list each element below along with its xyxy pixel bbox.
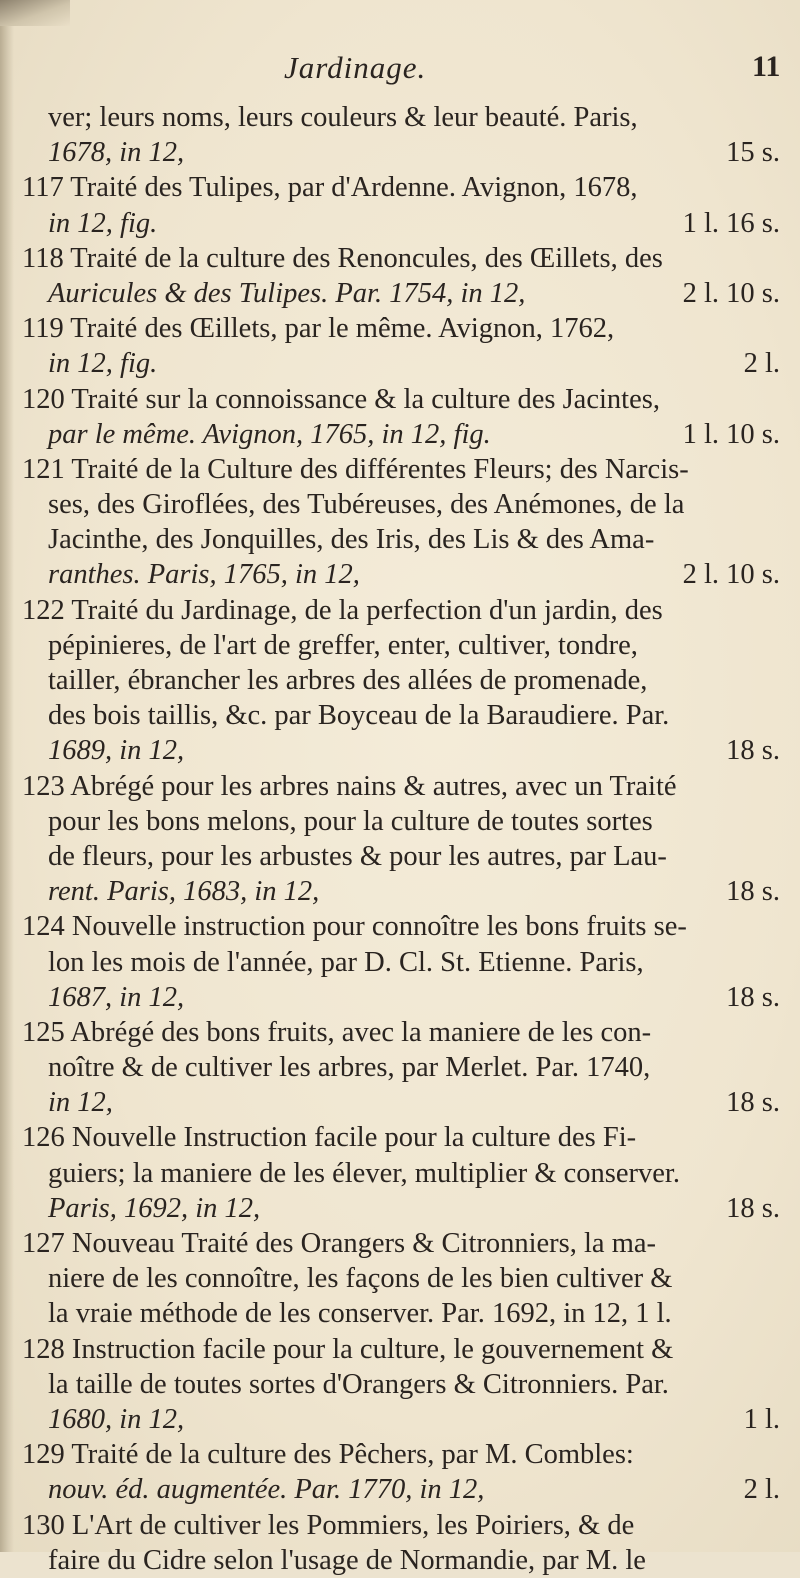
page-number: 11 bbox=[752, 50, 781, 83]
page-corner-fold bbox=[0, 0, 70, 26]
entry-imprint-line bbox=[22, 733, 788, 768]
entry-imprint: par le même. Avignon, 1765, in 12, fig. bbox=[48, 418, 491, 450]
entry-price: 1 l. bbox=[743, 1403, 780, 1435]
page-gutter-shadow bbox=[0, 0, 14, 1552]
entry-text: 117 Traité des Tulipes, par d'Ardenne. Avignon, 1678, bbox=[22, 172, 638, 204]
entry-continuation-line bbox=[22, 945, 788, 980]
entry-price: 15 s. bbox=[726, 137, 780, 169]
entry-continuation-line bbox=[22, 663, 788, 698]
entry-imprint-line bbox=[22, 135, 788, 170]
entry-text: 122 Traité du Jardinage, de la perfection d'un jardin, des bbox=[22, 594, 663, 626]
entry-first-line bbox=[22, 452, 788, 487]
entry-text: 119 Traité des Œillets, par le même. Avignon, 1762, bbox=[22, 313, 615, 345]
entry-price: 18 s. bbox=[726, 1192, 780, 1224]
entry-text: 130 L'Art de cultiver les Pommiers, les Poiriers, & de bbox=[22, 1509, 635, 1541]
entry-continuation-line bbox=[22, 804, 788, 839]
entry-continuation-line bbox=[22, 628, 788, 663]
entry-text: la taille de toutes sortes d'Orangers & Citronniers. Par. bbox=[48, 1368, 669, 1400]
entry-first-line bbox=[22, 241, 788, 276]
entry-first-line bbox=[22, 382, 788, 417]
entry-continuation-line bbox=[22, 1367, 788, 1402]
entry-price: 18 s. bbox=[726, 876, 780, 908]
entry-price: 1 l. 10 s. bbox=[682, 418, 780, 450]
entry-continuation-line bbox=[22, 839, 788, 874]
entry-text: 124 Nouvelle instruction pour connoître les bons fruits se- bbox=[22, 911, 687, 943]
entry-imprint-line bbox=[22, 417, 788, 452]
entry-text: ver; leurs noms, leurs couleurs & leur beauté. Paris, bbox=[48, 102, 638, 133]
entry-continuation-line bbox=[22, 1156, 788, 1191]
catalogue-entries bbox=[22, 100, 788, 1578]
entry-price: 18 s. bbox=[726, 1087, 780, 1119]
entry-text: la vraie méthode de les conserver. Par. 1692, in 12, 1 l. bbox=[48, 1298, 672, 1330]
entry-text: 118 Traité de la culture des Renoncules, des Œillets, des bbox=[22, 242, 663, 274]
entry-imprint: Auricules & des Tulipes. Par. 1754, in 12, bbox=[48, 277, 526, 309]
entry-text: noître & de cultiver les arbres, par Merlet. Par. 1740, bbox=[48, 1052, 651, 1084]
entry-text: tailler, ébrancher les arbres des allées de promenade, bbox=[48, 665, 648, 696]
entry-price: 18 s. bbox=[726, 981, 780, 1013]
entry-imprint-line bbox=[22, 206, 788, 241]
entry-imprint-line bbox=[22, 874, 788, 909]
entry-continuation-line bbox=[22, 1296, 788, 1331]
entry-imprint: 1689, in 12, bbox=[48, 735, 185, 767]
entry-text: lon les mois de l'année, par D. Cl. St. Etienne. Paris, bbox=[48, 946, 644, 978]
entry-imprint: in 12, bbox=[48, 1087, 113, 1119]
entry-text: des bois taillis, &c. par Boyceau de la Baraudiere. Par. bbox=[48, 700, 670, 732]
entry-text: 120 Traité sur la connoissance & la culture des Jacintes, bbox=[22, 383, 660, 415]
entry-imprint: 1680, in 12, bbox=[48, 1403, 185, 1435]
entry-text: guiers; la maniere de les élever, multiplier & conserver. bbox=[48, 1157, 680, 1189]
entry-price: 2 l. bbox=[743, 1474, 780, 1506]
entry-imprint: in 12, fig. bbox=[48, 348, 158, 380]
entry-text: Jacinthe, des Jonquilles, des Iris, des Lis & des Ama- bbox=[48, 524, 655, 556]
entry-imprint-line bbox=[22, 1085, 788, 1120]
entry-continuation-line bbox=[22, 1050, 788, 1085]
entry-imprint: rent. Paris, 1683, in 12, bbox=[48, 876, 320, 908]
entry-first-line bbox=[22, 1437, 788, 1472]
entry-first-line bbox=[22, 1508, 788, 1543]
entry-text: 129 Traité de la culture des Pêchers, par M. Combles: bbox=[22, 1439, 634, 1471]
entry-continuation-line bbox=[22, 1543, 788, 1578]
entry-text: de fleurs, pour les arbustes & pour les autres, par Lau- bbox=[48, 840, 667, 872]
entry-imprint: ranthes. Paris, 1765, in 12, bbox=[48, 559, 360, 591]
running-title: Jardinage. bbox=[284, 50, 427, 85]
entry-text: 126 Nouvelle Instruction facile pour la culture des Fi- bbox=[22, 1122, 637, 1154]
entry-text: ses, des Giroflées, des Tubéreuses, des Anémones, de la bbox=[48, 489, 685, 521]
entry-text: pour les bons melons, pour la culture de toutes sortes bbox=[48, 805, 653, 837]
entry-imprint-line bbox=[22, 557, 788, 592]
entry-imprint: in 12, fig. bbox=[48, 207, 158, 239]
entry-price: 2 l. bbox=[743, 348, 780, 380]
entry-text: faire du Cidre selon l'usage de Normandie, par M. le bbox=[48, 1544, 646, 1576]
entry-first-line bbox=[22, 769, 788, 804]
entry-imprint: 1678, in 12, bbox=[48, 137, 185, 169]
entry-imprint-line bbox=[22, 1472, 788, 1507]
entry-price: 2 l. 10 s. bbox=[682, 559, 780, 591]
entry-price: 1 l. 16 s. bbox=[682, 207, 780, 239]
entry-continuation-line bbox=[22, 698, 788, 733]
entry-text: 121 Traité de la Culture des différentes Fleurs; des Narcis- bbox=[22, 453, 689, 485]
entry-first-line bbox=[22, 170, 788, 205]
entry-first-line bbox=[22, 1120, 788, 1155]
entry-first-line bbox=[22, 1332, 788, 1367]
entry-text: 125 Abrégé des bons fruits, avec la maniere de les con- bbox=[22, 1016, 652, 1048]
entry-text: pépinieres, de l'art de greffer, enter, cultiver, tondre, bbox=[48, 629, 638, 661]
entry-price: 18 s. bbox=[726, 735, 780, 767]
entry-first-line bbox=[22, 1015, 788, 1050]
entry-imprint-line bbox=[22, 980, 788, 1015]
entry-first-line bbox=[22, 909, 788, 944]
entry-text: niere de les connoître, les façons de les bien cultiver & bbox=[48, 1263, 673, 1295]
entry-imprint: nouv. éd. augmentée. Par. 1770, in 12, bbox=[48, 1474, 485, 1506]
entry-text: 128 Instruction facile pour la culture, le gouvernement & bbox=[22, 1333, 674, 1365]
entry-text: 127 Nouveau Traité des Orangers & Citronniers, la ma- bbox=[22, 1228, 656, 1259]
entry-first-line bbox=[22, 1226, 788, 1261]
entry-first-line bbox=[22, 593, 788, 628]
entry-imprint: Paris, 1692, in 12, bbox=[48, 1192, 261, 1224]
entry-continuation-line bbox=[22, 487, 788, 522]
entry-imprint: 1687, in 12, bbox=[48, 981, 185, 1013]
entry-imprint-line bbox=[22, 346, 788, 381]
entry-continuation-line bbox=[22, 522, 788, 557]
page-header bbox=[0, 48, 800, 98]
entry-price: 2 l. 10 s. bbox=[682, 277, 780, 309]
entry-imprint-line bbox=[22, 276, 788, 311]
entry-imprint-line bbox=[22, 1191, 788, 1226]
entry-first-line bbox=[22, 311, 788, 346]
entry-continuation-line bbox=[22, 100, 788, 135]
entry-continuation-line bbox=[22, 1261, 788, 1296]
entry-text: 123 Abrégé pour les arbres nains & autres, avec un Traité bbox=[22, 770, 677, 802]
entry-imprint-line bbox=[22, 1402, 788, 1437]
